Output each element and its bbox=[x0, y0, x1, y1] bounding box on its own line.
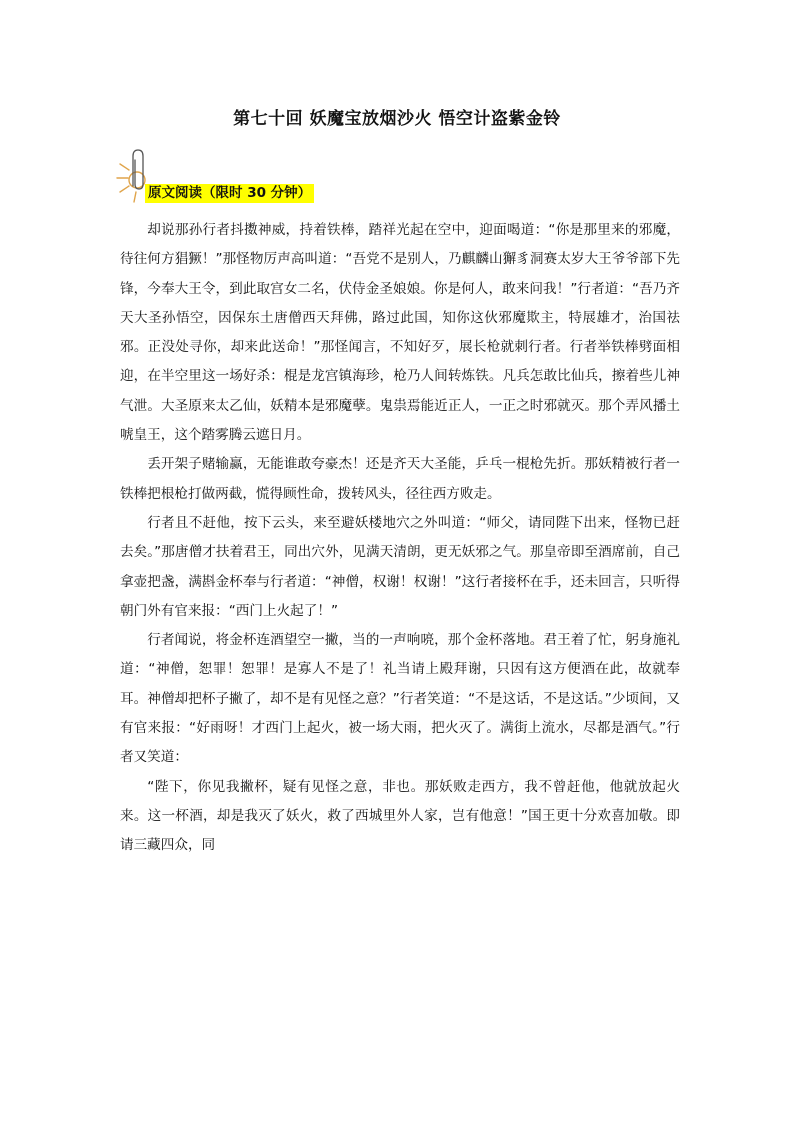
chapter-title: 第七十回 妖魔宝放烟沙火 悟空计盗紫金铃 bbox=[233, 109, 561, 129]
paragraph: 行者闻说，将金杯连酒望空一撇，当的一声响喨，那个金杯落地。君王着了忙，躬身施礼道：“神僧，恕罪！恕罪！是寡人不是了！礼当请上殿拜谢，只因有这方便酒在此，故就奉耳。神僧却把杯子撇了，却不是有见怪之意？”行者笑道：“不是这话，不是这话。”少顷间，又有官来报：“好雨呀！才西门上起火，被一场大雨，把火灭了。满街上流水，尽都是酒气。”行者又笑道： bbox=[120, 632, 680, 766]
paragraph: 行者且不赶他，按下云头，来至避妖楼地穴之外叫道：“师父，请同陛下出来，怪物已赶去矣。”那唐僧才扶着君王，同出穴外，见满天清朗，更无妖邪之气。那皇帝即至酒席前，自己拿壶把盏，满斟金杯奉与行者道：“神僧，权谢！权谢！”这行者接杯在手，还未回言，只听得朝门外有官来报：“西门上火起了！” bbox=[120, 514, 680, 619]
paragraph: 丢开架子赌输赢，无能谁敢夸豪杰！还是齐天大圣能，乒乓一棍枪先折。那妖精被行者一铁棒把根枪打做两截，慌得顾性命，拨转风头，径往西方败走。 bbox=[120, 456, 680, 502]
paragraph: 却说那孙行者抖擞神威，持着铁棒，踏祥光起在空中，迎面喝道：“你是那里来的邪魔，待往何方猖獗！”那怪物厉声高叫道：“吾党不是别人，乃麒麟山獬豸洞赛太岁大王爷爷部下先锋，今奉大王令，到此取宫女二名，伏侍金圣娘娘。你是何人，敢来问我！”行者道：“吾乃齐天大圣孙悟空，因保东土唐僧西天拜佛，路过此国，知你这伙邪魔欺主，特展雄才，治国祛邪。正没处寻你，却来此送命！”那怪闻言，不知好歹，展长枪就刺行者。行者举铁棒劈面相迎，在半空里这一场好杀：棍是龙宫镇海珍，枪乃人间转炼铁。凡兵怎敢比仙兵，擦着些儿神气泄。大圣原来太乙仙，妖精本是邪魔孽。鬼祟焉能近正人，一正之时邪就灭。那个弄风播土唬皇王，这个踏雾腾云遮日月。 bbox=[120, 222, 680, 444]
paragraph: “陛下，你见我撇杯，疑有见怪之意，非也。那妖败走西方，我不曾赶他，他就放起火来。这一杯酒，却是我灭了妖火，救了西城里外人家，岂有他意！”国王更十分欢喜加敬。即请三藏四众，同 bbox=[120, 778, 680, 854]
passage-body bbox=[120, 216, 680, 861]
section-label: 原文阅读（限时 30 分钟） bbox=[145, 184, 314, 203]
section-header bbox=[116, 148, 356, 208]
